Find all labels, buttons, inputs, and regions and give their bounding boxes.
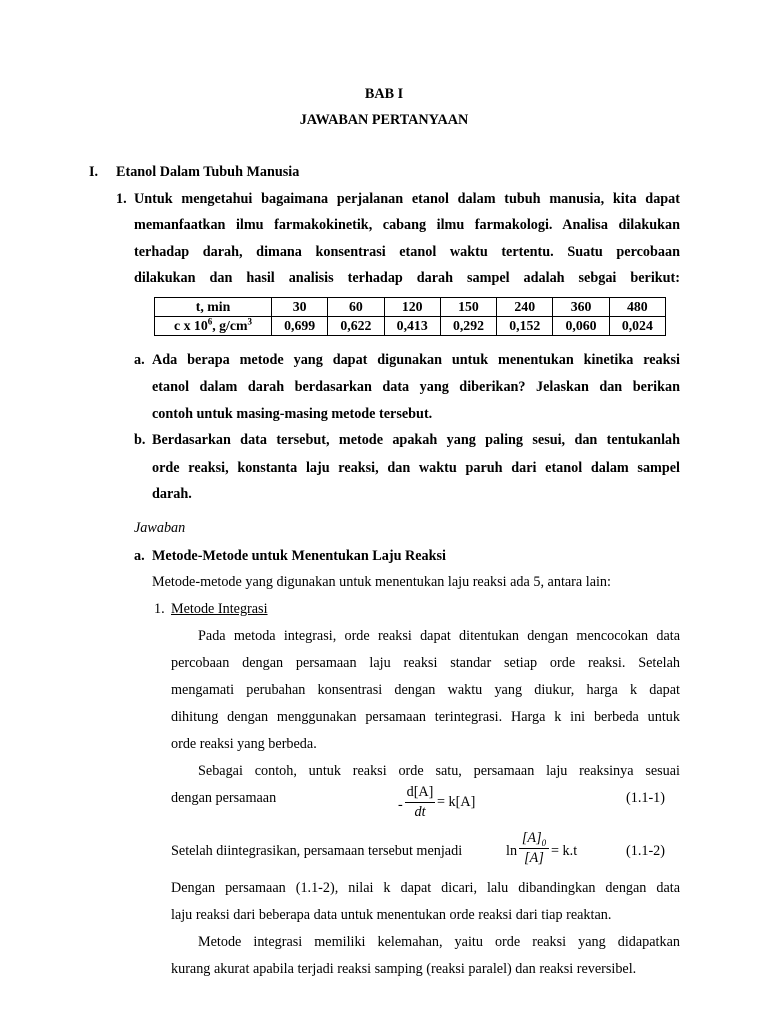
question-line-4: dilakukan dan hasil analisis terhadap darah sampel adalah sebgai berikut: <box>134 270 680 286</box>
table-header-concentration <box>155 317 272 336</box>
subquestion-b-line: orde reaksi, konstanta laju reaksi, dan waktu paruh dari etanol dalam sampel <box>152 460 680 476</box>
subquestion-a-line: Ada berapa metode yang dapat digunakan untuk menentukan kinetika reaksi <box>152 352 680 368</box>
table-row-concentration <box>155 317 666 336</box>
answer-heading: Jawaban <box>134 520 186 536</box>
table-header-time: t, min <box>155 298 272 317</box>
numerator-subscript: 0 <box>541 837 547 848</box>
subquestion-a-label: a. <box>134 352 145 368</box>
subquestion-b-label: b. <box>134 432 146 448</box>
numerator-text: [A] <box>521 830 542 846</box>
table-cell: 30 <box>272 298 328 317</box>
paragraph-line: orde reaksi yang berbeda. <box>171 736 317 752</box>
paragraph-line: dihitung dengan menggunakan persamaan terintegrasi. Harga k ini berbeda untuk <box>171 709 680 725</box>
paragraph-line: Dengan persamaan (1.1-2), nilai k dapat dicari, lalu dibandingkan dengan data <box>171 880 680 896</box>
subquestion-b-line: darah. <box>152 486 192 502</box>
equation-2-number: (1.1-2) <box>626 843 666 859</box>
header-unit-exponent: 3 <box>247 316 252 327</box>
paragraph-line: kurang akurat apabila terjadi reaksi samping (reaksi paralel) dan reaksi reversibel. <box>171 961 637 977</box>
paragraph-line: mengamati perubahan konsentrasi dengan waktu yang diukur, harga k dapat <box>171 682 680 698</box>
header-text: c x 10 <box>174 318 208 333</box>
equation-1-fraction <box>405 784 435 821</box>
equation-2-numerator <box>519 830 549 847</box>
paragraph-line: dengan persamaan <box>171 790 277 806</box>
table-cell: 60 <box>328 298 384 317</box>
table-cell: 360 <box>553 298 609 317</box>
method-number: 1. <box>154 601 165 617</box>
equation-2-rhs: = k.t <box>551 843 578 859</box>
question-line-1: Untuk mengetahui bagaimana perjalanan etanol dalam tubuh manusia, kita dapat <box>134 191 680 207</box>
table-cell: 150 <box>440 298 496 317</box>
header-exponent: 6 <box>207 316 213 327</box>
subquestion-a-line: contoh untuk masing-masing metode tersebut. <box>152 406 433 422</box>
section-number: I. <box>89 164 99 180</box>
section-title: Etanol Dalam Tubuh Manusia <box>116 164 300 180</box>
chapter-title: JAWABAN PERTANYAAN <box>299 112 469 128</box>
fraction-bar <box>405 802 435 803</box>
paragraph-line: Sebagai contoh, untuk reaksi orde satu, persamaan laju reaksinya sesuai <box>198 763 680 779</box>
table-cell: 0,060 <box>553 317 609 336</box>
paragraph-line: percobaan dengan persamaan laju reaksi standar setiap orde reaksi. Setelah <box>171 655 680 671</box>
equation-1-number: (1.1-1) <box>626 790 666 806</box>
subquestion-b-line: Berdasarkan data tersebut, metode apakah yang paling sesui, dan tentukanlah <box>152 432 680 448</box>
subquestion-a-line: etanol dalam darah berdasarkan data yang diberikan? Jelaskan dan berikan <box>152 379 680 395</box>
table-cell: 0,699 <box>272 317 328 336</box>
paragraph-line: Pada metoda integrasi, orde reaksi dapat ditentukan dengan mencocokan data <box>198 628 680 644</box>
chapter-label: BAB I <box>364 86 404 102</box>
question-line-2: memanfaatkan ilmu farmakokinetik, cabang ilmu farmakologi. Analisa dilakukan <box>134 217 680 233</box>
header-unit: , g/cm <box>212 318 248 333</box>
table-cell: 240 <box>497 298 553 317</box>
paragraph-line: Setelah diintegrasikan, persamaan tersebut menjadi <box>171 843 463 859</box>
answer-a-title: Metode-Metode untuk Menentukan Laju Reaksi <box>152 548 447 564</box>
equation-1-numerator: d[A] <box>406 784 434 800</box>
answer-intro: Metode-metode yang digunakan untuk menentukan laju reaksi ada 5, antara lain: <box>152 574 611 590</box>
answer-a-label: a. <box>134 548 145 564</box>
equation-1-rhs: = k[A] <box>437 794 476 810</box>
table-cell: 120 <box>384 298 440 317</box>
table-row-time <box>155 298 666 317</box>
question-number: 1. <box>116 191 127 207</box>
table-cell: 0,622 <box>328 317 384 336</box>
table-cell: 0,292 <box>440 317 496 336</box>
method-title: Metode Integrasi <box>171 601 268 617</box>
table-cell: 480 <box>609 298 665 317</box>
table-cell: 0,024 <box>609 317 665 336</box>
equation-2-fraction <box>519 830 549 867</box>
equation-minus: - <box>398 797 403 813</box>
fraction-bar <box>519 848 549 849</box>
equation-2-ln: ln <box>506 843 518 859</box>
question-line-3: terhadap darah, dimana konsentrasi etanol waktu tertentu. Suatu percobaan <box>134 244 680 260</box>
paragraph-line: laju reaksi dari beberapa data untuk menentukan orde reaksi dari tiap reaktan. <box>171 907 612 923</box>
equation-1-denominator: dt <box>414 804 426 820</box>
data-table <box>154 297 666 336</box>
table-cell: 0,152 <box>497 317 553 336</box>
paragraph-line: Metode integrasi memiliki kelemahan, yaitu orde reaksi yang didapatkan <box>198 934 680 950</box>
table-cell: 0,413 <box>384 317 440 336</box>
equation-2-denominator: [A] <box>524 850 544 866</box>
